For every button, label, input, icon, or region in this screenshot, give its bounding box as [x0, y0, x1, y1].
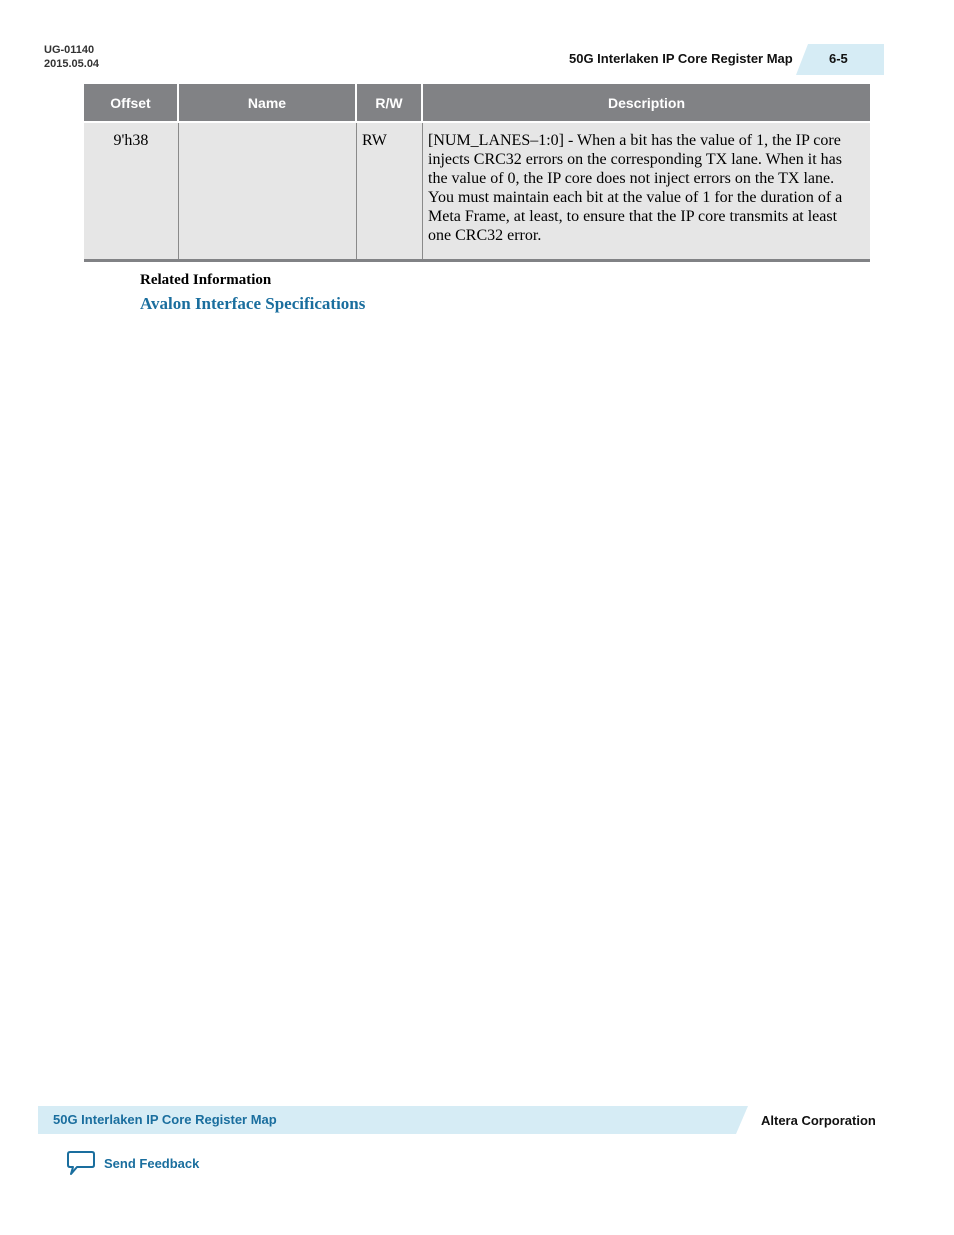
- related-information-heading: Related Information: [140, 272, 272, 288]
- table-row: [84, 123, 870, 262]
- document-date: 2015.05.04: [44, 58, 100, 70]
- table-header: [84, 84, 870, 121]
- footer-section-title: 50G Interlaken IP Core Register Map: [53, 1112, 277, 1127]
- cell-description: [NUM_LANES–1:0] - When a bit has the value of 1, the IP core injects CRC32 errors on the corresponding TX lane. When it has the value of 0, the IP core does not inject errors on the TX lane. You must maintain each bit at the value of 1 for the duration of a Meta Frame, at least, to ensure that the IP core transmits at least one CRC32 error.: [428, 132, 843, 244]
- header-section-title: 50G Interlaken IP Core Register Map: [569, 51, 793, 66]
- register-table: [84, 84, 870, 262]
- cell-name: [179, 123, 357, 259]
- document-id-block: [44, 43, 99, 71]
- speech-bubble-icon: [66, 1150, 96, 1177]
- column-header-description: Description: [607, 94, 685, 111]
- footer-company: Altera Corporation: [761, 1113, 876, 1128]
- avalon-specifications-link[interactable]: Avalon Interface Specifications: [140, 294, 366, 313]
- send-feedback-label: Send Feedback: [104, 1156, 200, 1171]
- cell-rw: RW: [357, 123, 423, 259]
- column-header-name: Name: [179, 84, 357, 121]
- send-feedback-button[interactable]: [66, 1150, 199, 1177]
- document-id: UG-01140: [44, 44, 95, 56]
- column-header-rw: R/W: [357, 84, 423, 121]
- cell-offset: 9'h38: [84, 123, 179, 259]
- column-header-offset: Offset: [84, 84, 179, 121]
- page-number: 6-5: [829, 51, 848, 66]
